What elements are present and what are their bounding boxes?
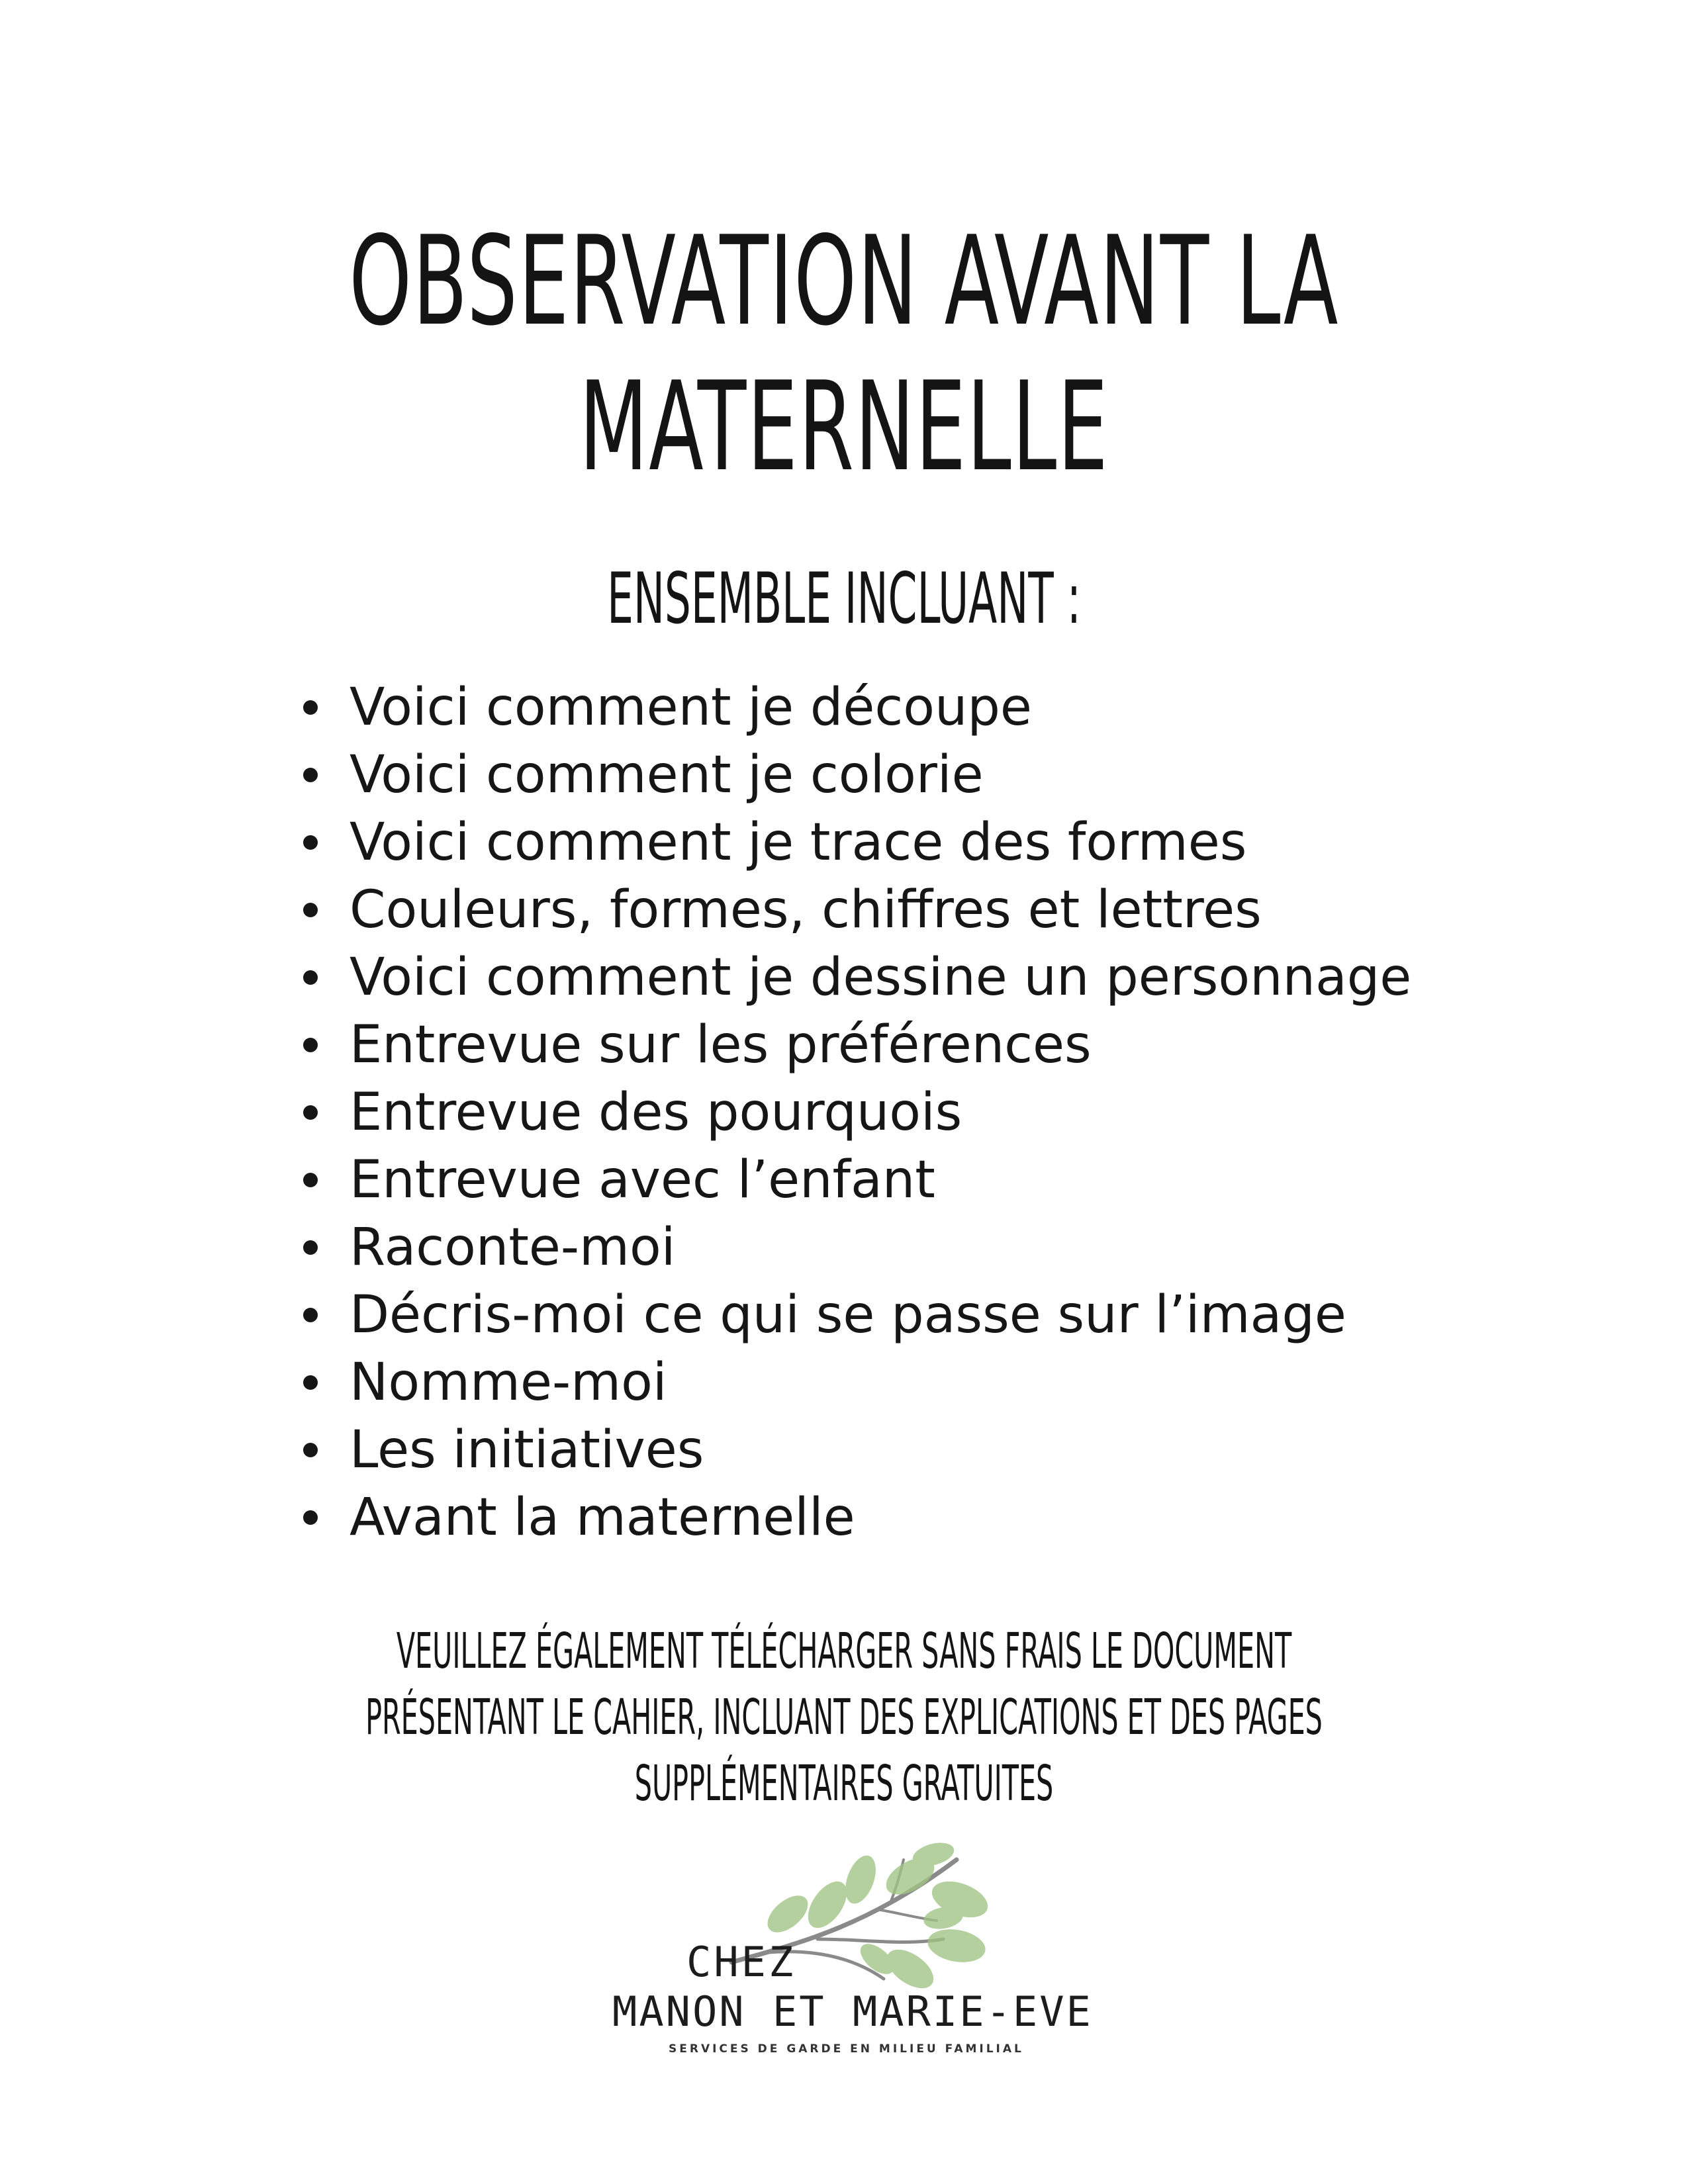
list-item — [298, 1484, 1411, 1551]
list-item-text: Les initiatives — [350, 1420, 704, 1480]
bullet-icon — [303, 970, 318, 985]
included-items-list — [298, 674, 1411, 1551]
bullet-icon — [303, 1173, 318, 1187]
bullet-icon — [303, 768, 318, 782]
leafy-branch-icon — [599, 1840, 1089, 1992]
bullet-icon — [303, 1105, 318, 1120]
list-item-text: Raconte-moi — [350, 1218, 676, 1277]
list-item — [298, 674, 1411, 741]
bullet-icon — [303, 700, 318, 715]
bullet-icon — [303, 1038, 318, 1052]
list-item — [298, 944, 1411, 1011]
list-item — [298, 1349, 1411, 1416]
list-item — [298, 1214, 1411, 1281]
bullet-icon — [303, 1240, 318, 1255]
list-item-text: Entrevue des pourquois — [350, 1083, 962, 1142]
list-item — [298, 809, 1411, 876]
list-item-text: Entrevue avec l’enfant — [350, 1150, 935, 1210]
list-item-text: Voici comment je dessine un personnage — [350, 948, 1412, 1007]
download-note-line-1: VEUILLEZ ÉGALEMENT TÉLÉCHARGER SANS FRAIS LE DOCUMENT — [396, 1623, 1292, 1680]
bullet-icon — [303, 1510, 318, 1525]
list-item-text: Avant la maternelle — [350, 1488, 855, 1547]
list-item — [298, 876, 1411, 944]
bullet-icon — [303, 1443, 318, 1457]
brand-logo — [599, 1840, 1093, 2065]
page-title-line-1: OBSERVATION AVANT LA — [349, 209, 1339, 353]
list-item-text: Voici comment je colorie — [350, 745, 984, 805]
list-item — [298, 741, 1411, 809]
logo-name-text: MANON ET MARIE-EVE — [612, 1987, 1093, 2036]
bullet-icon — [303, 1308, 318, 1322]
download-note — [321, 1618, 1368, 1817]
list-item — [298, 1416, 1411, 1484]
list-item — [298, 1011, 1411, 1079]
bullet-icon — [303, 835, 318, 850]
list-item — [298, 1281, 1411, 1349]
list-item-text: Voici comment je trace des formes — [350, 813, 1247, 872]
list-item-text: Nomme-moi — [350, 1353, 667, 1412]
bullet-icon — [303, 1375, 318, 1390]
download-note-line-3: SUPPLÉMENTAIRES GRATUITES — [634, 1755, 1054, 1812]
list-item — [298, 1146, 1411, 1214]
list-item — [298, 1079, 1411, 1146]
list-item-text: Entrevue sur les préférences — [350, 1015, 1092, 1075]
download-note-line-2: PRÉSENTANT LE CAHIER, INCLUANT DES EXPLICATIONS ET DES PAGES — [365, 1689, 1323, 1746]
page-title-line-2: MATERNELLE — [579, 355, 1109, 498]
list-item-text: Décris-moi ce qui se passe sur l’image — [350, 1285, 1346, 1345]
bullet-icon — [303, 903, 318, 917]
list-item-text: Couleurs, formes, chiffres et lettres — [350, 880, 1262, 940]
logo-tagline: SERVICES DE GARDE EN MILIEU FAMILIAL — [669, 2042, 1024, 2056]
list-item-text: Voici comment je découpe — [350, 678, 1032, 737]
logo-chez-text: CHEZ — [686, 1938, 796, 1986]
section-heading: ENSEMBLE INCLUANT : — [607, 558, 1081, 639]
